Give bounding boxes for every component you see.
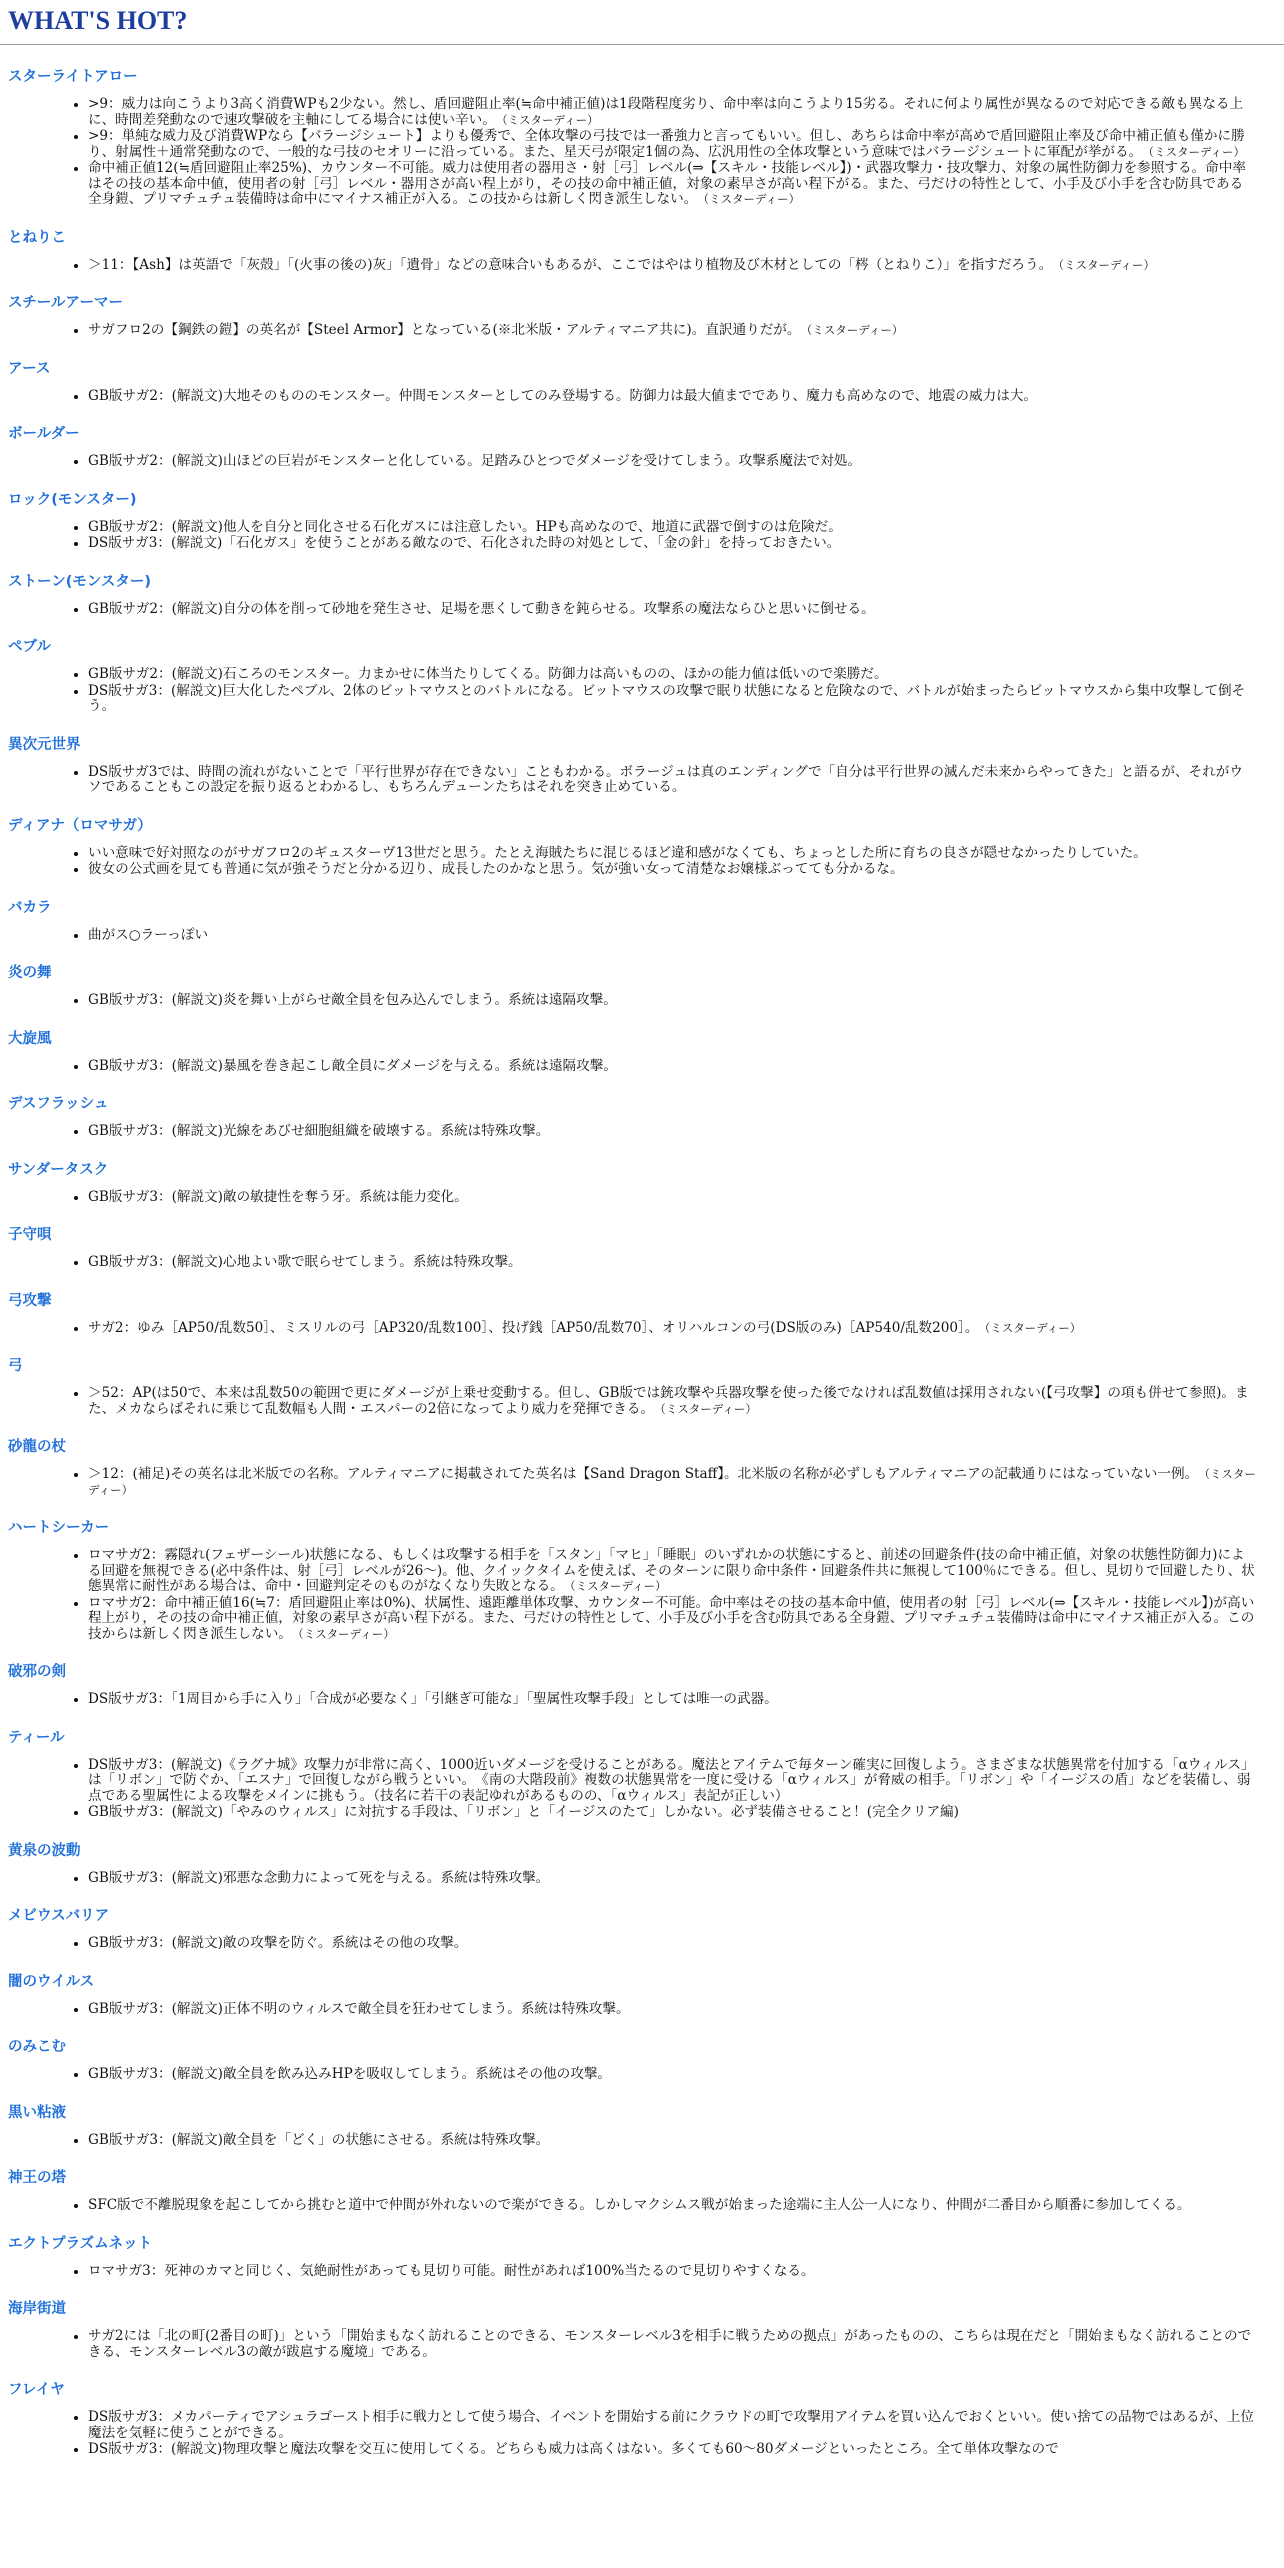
comment-text: サガ2には「北の町(2番目の町)」という「開始まもなく訪れることのできる、モンスターレベル3を相手に戦うための拠点」があったものの、こちらは現在だと「開始まもなく訪れることのできる、モンスターレベル3の敵が跋扈する魔境」である。 [88,2328,1252,2360]
entry-section [8,422,1276,470]
comment-item [88,1758,1276,1805]
comment-item [88,2329,1276,2360]
comment-text: 命中補正値12(≒盾回避阻止率25%)、カウンター不可能。威力は使用者の器用さ・射［弓］レベル(⇒【スキル・技能レベル】)・武器攻撃力・技攻撃力、対象の属性防御力を参照する。命中率はその技の基本命中値，使用者の射［弓］レベル・器用さが高い程上がり，その技の命中補正値，対象の素早さが高い程下がる。また、弓だけの特性として、小手及び小手を含む防具である全身鎧、プリマチュチュ装備時は命中にマイナス補正が入る。この技からは新しく閃き派生しない。 [88,160,1246,207]
comment-item [88,993,1276,1009]
entry-section [8,2297,1276,2360]
entry-title-link[interactable]: デスフラッシュ [8,1096,109,1112]
comment-item [88,1059,1276,1075]
comment-signature: （ミスターディー） [660,1401,757,1416]
comment-text: GB版サガ3：(解説文)敵全員を飲み込みHPを吸収してしまう。系統はその他の攻撃。 [88,2066,612,2082]
entry-title-link[interactable]: ハートシーカー [8,1520,110,1536]
entry-section [8,357,1276,405]
header-divider [0,44,1284,45]
entry-section [8,814,1276,878]
entry-title-link[interactable]: バカラ [8,899,52,916]
comment-text: GB版サガ3：(解説文)心地よい歌で眠らせてしまう。系統は特殊攻撃。 [88,1254,522,1270]
comment-item [88,1936,1276,1952]
comment-signature: （ミスターディー） [703,192,801,206]
comment-item [88,1805,1276,1821]
entry-comment-list [8,993,1276,1009]
comment-text: ロマサガ3：死神のカマと同じく、気絶耐性があっても見切り可能。耐性があれば100%当たるので見切りやすくなる。 [88,2262,815,2279]
entry-comment-list [8,1124,1276,1140]
comment-text: ＞12：(補足)その英名は北米版での名称。アルティマニアに掲載されてた英名は【Sand Dragon Staff】。北米版の名称が必ずしもアルティマニアの記載通りにはなっていない一例。 [88,1466,1199,1482]
entry-section [8,1726,1276,1821]
entry-comment-list [8,846,1276,878]
comment-item [88,1255,1276,1271]
comment-item [88,454,1276,470]
entry-title-link[interactable]: 黄泉の波動 [8,1842,81,1859]
comment-text: 曲がス○ラーっぽい [88,926,209,943]
comment-text: GB版サガ3：(解説文)正体不明のウィルスで敵全員を狂わせてしまう。系統は特殊攻撃。 [88,2000,630,2017]
comment-text: GB版サガ2：(解説文)大地そのもののモンスター。仲間モンスターとしてのみ登場する。防御力は最大値までであり、魔力も高めなので、地震の威力は大。 [88,387,1037,404]
comment-signature: （ミスターディー） [1058,257,1156,272]
entry-comment-list [8,1386,1276,1417]
comment-text: GB版サガ3：(解説文)炎を舞い上がらせ敵全員を包み込んでしまう。系統は遠隔攻撃。 [88,992,617,1008]
comment-text: DS版サガ3：(解説文)巨大化したペブル、2体のビットマウスとのバトルになる。ビットマウスの攻撃で眠り状態になると危険なので、バトルが始まったらビットマウスから集中攻撃して倒そう。 [88,682,1246,714]
comment-item [88,2198,1276,2214]
comment-item [88,684,1276,715]
entry-comment-list [8,2133,1276,2149]
entry-title-link[interactable]: 弓 [8,1358,23,1374]
entry-section [8,1027,1276,1075]
entry-comment-list [8,97,1276,208]
entry-section [8,1354,1276,1417]
entry-title-link[interactable]: ストーン(モンスター) [8,573,152,590]
comment-item [88,1871,1276,1887]
entry-title-link[interactable]: スチールアーマー [8,295,123,311]
comment-item [88,129,1276,160]
entry-comment-list [8,1548,1276,1642]
entry-title-link[interactable]: 海岸街道 [8,2301,66,2317]
comment-text: GB版サガ3：(解説文)敵の敏捷性を奪う牙。系統は能力変化。 [88,1188,468,1205]
comment-text: サガ2：ゆみ［AP50/乱数50］、ミスリルの弓［AP320/乱数100］、投げ銭［AP50/乱数70］、オリハルコンの弓(DS版のみ)［AP540/乱数200］。 [88,1319,979,1336]
comment-text: DS版サガ3：(解説文)《ラグナ城》攻撃力が非常に高く、1000近いダメージを受けることがある。魔法とアイテムで毎ターン確実に回復しよう。さまざまな状態異常を付加する「αウィルス」は「リボン」で防ぐか、「エスナ」で回復しながら戦うといい。 《南の大階段前》複数の状態異常を一度に受ける「αウィルス」が脅威の相手。「リボン」や「イージスの盾」などを装備し、弱点である聖属性による攻撃をメインに挑もう。（技名に若干の表記ゆれがあるものの、「αウィルス」表記が正しい） [88,1756,1255,1804]
comment-item [88,520,1276,536]
entry-title-link[interactable]: エクトプラズムネット [8,2235,153,2252]
comment-signature: （ミスターディー） [984,1320,1082,1335]
comment-item [88,1190,1276,1206]
entry-section [8,1904,1276,1952]
entry-comment-list [8,389,1276,405]
entry-title-link[interactable]: 炎の舞 [8,965,52,981]
comment-text: ＞52：AP(は50で、本来は乱数50の範囲で更にダメージが上乗せ変動する。但し、GB版では銃攻撃や兵器攻撃を使った後でなければ乱数値は採用されない(【弓攻撃】の項も併せて参照)。また、メカならばそれに乗じて乱数幅も人間・エスパーの2倍になってより威力を発揮できる。 [88,1385,1249,1417]
comment-text: >9：威力は向こうより3高く消費WPも2少ない。然し、盾回避阻止率(≒命中補正値)は1段階程度劣り、命中率は向こうより15劣る。それに何より属性が異なるので対応できる敵も異なる上に、時間差発動なので速攻撃破を主軸にしてる場合には使い辛い。 [88,96,1244,128]
entry-section [8,961,1276,1009]
entry-section [8,896,1276,944]
entry-list [8,65,1276,2458]
entry-title-link[interactable]: アース [8,360,51,377]
comment-text: GB版サガ2：(解説文)自分の体を削って砂地を発生させ、足場を悪くして動きを鈍らせる。攻撃系の魔法ならひと思いに倒せる。 [88,600,875,617]
entry-comment-list [8,1190,1276,1206]
entry-title-link[interactable]: のみこむ [8,2039,66,2055]
comment-signature: （ミスターディー） [1148,144,1246,159]
comment-text: GB版サガ3：(解説文)「やみのウィルス」に対抗する手段は、「リボン」と「イージスのたて」しかない。必ず装備させること！(完全クリア編) [88,1804,959,1820]
entry-comment-list [8,1059,1276,1075]
comment-text: GB版サガ2：(解説文)山ほどの巨岩がモンスターと化している。足踏みひとつでダメージを受けてしまう。攻撃系魔法で対処。 [88,453,861,469]
entry-title-link[interactable]: ディアナ（ロマサガ） [8,817,152,834]
entry-comment-list [8,520,1276,552]
entry-section [8,2166,1276,2214]
entry-title-link[interactable]: 大旋風 [8,1030,52,1047]
comment-item [88,667,1276,683]
entry-comment-list [8,928,1276,944]
entry-title-link[interactable]: ペブル [8,639,51,655]
comment-text: SFC版で不離脱現象を起こしてから挑むと道中で仲間が外れないので楽ができる。しかしマクシムス戦が始まった途端に主人公一人になり、仲間が二番目から順番に参加してくる。 [88,2197,1191,2213]
comment-text: GB版サガ3：(解説文)邪悪な念動力によって死を与える。系統は特殊攻撃。 [88,1869,550,1886]
entry-title-link[interactable]: 黒い粘液 [8,2104,66,2121]
entry-comment-list [8,454,1276,470]
entry-section [8,1516,1276,1642]
entry-section [8,1158,1276,1206]
comment-item [88,928,1276,944]
entry-comment-list [8,2067,1276,2083]
comment-text: サガフロ2の【鋼鉄の鎧】の英名が【Steel Armor】となっている(※北米版・アルティマニア共に)。直訳通りだが。 [88,322,801,338]
comment-text: DS版サガ3では、時間の流れがないことで「平行世界が存在できない」こともわかる。ボラージュは真のエンディングで「自分は平行世界の滅んだ未来からやってきた」と語るが、それがウソであることもこの設定を振り返るとわかるし、もちろんデューンたちはそれを突き止めている。 [88,763,1243,795]
comment-item [88,765,1276,796]
entry-section [8,1839,1276,1887]
comment-item [88,1692,1276,1708]
comment-text: ロマサガ2：霧隠れ(フェザーシール)状態になる、もしくは攻撃する相手を「スタン」「マヒ」「睡眠」のいずれかの状態にすると、前述の回避条件(技の命中補正値，対象の状態性防御力)による回避を無視できる(必中条件は、射［弓］レベルが26～)。他、クイックタイムを使えば、そのターンに限り命中条件・回避条件共に無視して100％にできる。但し、見切りで回避したり、状態異常に耐性がある場合は、命中・回避判定そのものがなくなり失敗となる。 [88,1547,1255,1594]
entry-section [8,226,1276,274]
comment-text: GB版サガ3：(解説文)暴風を巻き起こし敵全員にダメージを与える。系統は遠隔攻撃。 [88,1057,617,1074]
entry-title-link[interactable]: ティール [8,1729,65,1746]
entry-section [8,1223,1276,1271]
entry-comment-list [8,1758,1276,1821]
entry-comment-list [8,2264,1276,2280]
entry-comment-list [8,258,1276,274]
entry-comment-list [8,2410,1276,2458]
entry-comment-list [8,1467,1276,1498]
comment-text: 彼女の公式画を見ても普通に気が強そうだと分かる辺り、成長したのかなと思う。気が強い女って清楚なお嬢様ぶってても分かるな。 [88,861,904,877]
comment-item [88,602,1276,618]
entry-comment-list [8,765,1276,796]
entry-title-link[interactable]: 神王の塔 [8,2170,66,2186]
entry-title-link[interactable]: 砂龍の杖 [8,1439,66,1455]
entry-comment-list [8,323,1276,339]
comment-item [88,1386,1276,1417]
comment-item [88,2002,1276,2018]
comment-item [88,1124,1276,1140]
entry-section [8,635,1276,715]
comment-item [88,1596,1276,1643]
comment-item [88,97,1276,128]
entry-section [8,1660,1276,1708]
entry-section [8,291,1276,339]
comment-signature: （ミスターディー） [88,1467,1256,1497]
entry-section [8,1970,1276,2018]
comment-item [88,258,1276,274]
comment-text: GB版サガ3：(解説文)敵の攻撃を防ぐ。系統はその他の攻撃。 [88,1935,468,1951]
comment-item [88,1467,1276,1498]
comment-item [88,2410,1276,2441]
comment-item [88,2442,1276,2458]
entry-title-link[interactable]: 闇のウイルス [8,1973,95,1990]
entry-comment-list [8,1255,1276,1271]
comment-item [88,536,1276,552]
comment-signature: （ミスターディー） [806,323,904,337]
entry-section [8,2101,1276,2149]
entry-comment-list [8,1936,1276,1952]
comment-item [88,862,1276,878]
comment-text: DS版サガ3：メカパーティでアシュラゴースト相手に戦力として使う場合、イベントを開始する前にクラウドの町で攻撃用アイテムを買い込んでおくといい。使い捨ての品物ではあるが、上位魔法を気軽に使うことができる。 [88,2409,1254,2441]
comment-item [88,2067,1276,2083]
comment-item [88,1548,1276,1595]
entry-title-link[interactable]: フレイヤ [8,2382,65,2398]
entry-section [8,733,1276,796]
entry-title-link[interactable]: ロック(モンスター) [8,491,137,508]
comment-text: いい意味で好対照なのがサガフロ2のギュスターヴ13世だと思う。たとえ海賊たちに混じるほど違和感がなくても、ちょっとした所に育ちの良さが隠せなかったりしていた。 [88,844,1147,861]
entry-comment-list [8,2002,1276,2018]
comment-item [88,389,1276,405]
entry-section [8,2035,1276,2083]
entry-section [8,65,1276,208]
entry-comment-list [8,2329,1276,2360]
comment-item [88,846,1276,862]
entry-comment-list [8,2198,1276,2214]
comment-text: ＞11：【Ash】は英語で「灰殻」「(火事の後の)灰」「遺骨」などの意味合いもあるが、ここではやはり植物及び木材としての「梣（とねりこ）」を指すだろう。 [88,256,1053,273]
comment-text: GB版サガ3：(解説文)光線をあびせ細胞組織を破壊する。系統は特殊攻撃。 [88,1123,550,1139]
comment-item [88,2264,1276,2280]
entry-section [8,1435,1276,1498]
entry-comment-list [8,602,1276,618]
entry-comment-list [8,1321,1276,1337]
entry-section [8,1092,1276,1140]
entry-title-link[interactable]: スターライトアロー [8,69,138,85]
page-title: WHAT'S HOT? [8,6,188,35]
comment-text: DS版サガ3：「1周目から手に入り」「合成が必要なく」「引継ぎ可能な」「聖属性攻撃手段」としては唯一の武器。 [88,1691,778,1707]
entry-section [8,488,1276,552]
comment-item [88,323,1276,339]
comment-text: GB版サガ2：(解説文)石ころのモンスター。力まかせに体当たりしてくる。防御力は高いものの、ほかの能力値は低いので楽勝だ。 [88,666,888,682]
entry-title-link[interactable]: 破邪の剣 [8,1664,66,1680]
comment-signature: （ミスターディー） [297,1626,395,1641]
entry-section [8,2232,1276,2280]
entry-title-link[interactable]: 子守唄 [8,1227,52,1243]
entry-section [8,2378,1276,2458]
comment-signature: （ミスターディー） [569,1579,667,1593]
entry-title-link[interactable]: 異次元世界 [8,736,81,753]
entry-title-link[interactable]: 弓攻撃 [8,1292,52,1309]
comment-text: DS版サガ3：(解説文)「石化ガス」を使うことがある敵なので、石化された時の対処として、「金の針」を持っておきたい。 [88,535,841,551]
comment-text: >9：単純な威力及び消費WPなら【バラージシュート】よりも優秀で、全体攻撃の弓技では一番強力と言ってもいい。但し、あちらは命中率が高めで盾回避阻止率及び命中補正値も僅かに勝り、射属性＋通常発動なので、一般的な弓技のセオリーに沿っている。また、星天弓が限定1個の為、広汎用性の全体攻撃という意味ではバラージシュートに軍配が挙がる。 [88,128,1245,160]
entry-title-link[interactable]: メビウスバリア [8,1908,110,1924]
comment-signature: （ミスターディー） [501,112,599,127]
comment-item [88,161,1276,208]
comment-text: GB版サガ3：(解説文)敵全員を「どく」の状態にさせる。系統は特殊攻撃。 [88,2131,550,2148]
comment-text: GB版サガ2：(解説文)他人を自分と同化させる石化ガスには注意したい。HPも高めなので、地道に武器で倒すのは危険だ。 [88,518,842,535]
entry-section [8,570,1276,618]
entry-title-link[interactable]: サンダータスク [8,1161,109,1178]
comment-item [88,1321,1276,1337]
entry-section [8,1289,1276,1337]
entry-comment-list [8,667,1276,715]
entry-title-link[interactable]: とねりこ [8,229,66,246]
comment-text: ロマサガ2：命中補正値16(≒7：盾回避阻止率は0%)、状属性、遠距離単体攻撃、カウンター不可能。命中率はその技の基本命中値，使用者の射［弓］レベル(⇒【スキル・技能レベル】)が高い程上がり，その技の命中補正値，対象の素早さが高い程下がる。また、弓だけの特性として、小手及び小手を含む防具である全身鎧、プリマチュチュ装備時は命中にマイナス補正が入る。この技からは新しく閃き派生しない。 [88,1594,1255,1642]
entry-title-link[interactable]: ボールダー [8,426,80,442]
entry-comment-list [8,1692,1276,1708]
comment-text: DS版サガ3：(解説文)物理攻撃と魔法攻撃を交互に使用してくる。どちらも威力は高くはない。多くても60～80ダメージといったところ。全て単体攻撃なので [88,2441,1059,2457]
comment-item [88,2133,1276,2149]
entry-comment-list [8,1871,1276,1887]
